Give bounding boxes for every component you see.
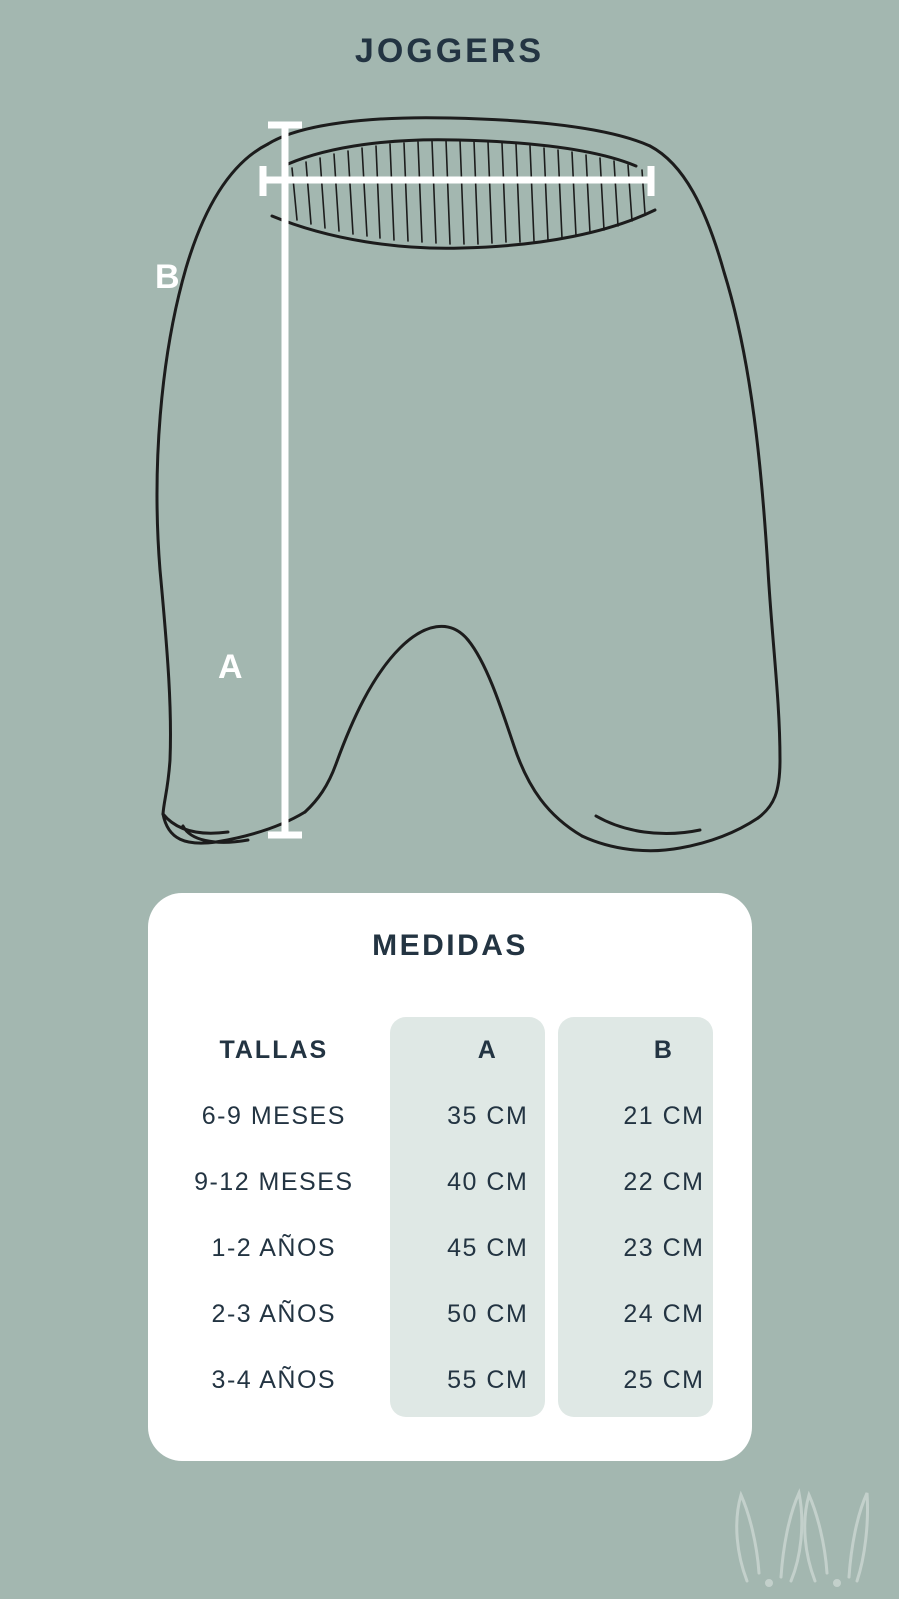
card-title: MEDIDAS: [372, 929, 528, 962]
page-title: JOGGERS: [354, 32, 545, 70]
cell-b: 22 CM: [623, 1167, 705, 1196]
measure-label-b: B: [155, 258, 181, 296]
measure-label-a: A: [218, 648, 244, 686]
cell-size: 9-12 MESES: [194, 1167, 354, 1196]
joggers-outline-icon: [157, 118, 780, 851]
bunny-ears-logo-icon: [719, 1481, 869, 1591]
measurements-card: [148, 893, 752, 1461]
cell-size: 1-2 AÑOS: [211, 1233, 337, 1262]
column-header-sizes: TALLAS: [219, 1035, 329, 1064]
table-row: [148, 1083, 752, 1149]
table-row: [148, 1281, 752, 1347]
cell-size: 3-4 AÑOS: [211, 1365, 337, 1394]
table-row: [148, 1149, 752, 1215]
cell-b: 24 CM: [623, 1299, 705, 1328]
measurements-table: [148, 1017, 752, 1413]
cell-b: 25 CM: [623, 1365, 705, 1394]
cell-b: 21 CM: [623, 1101, 705, 1130]
column-header-a: A: [477, 1035, 498, 1064]
cell-a: 40 CM: [447, 1167, 529, 1196]
cell-a: 35 CM: [447, 1101, 529, 1130]
cell-size: 2-3 AÑOS: [211, 1299, 337, 1328]
table-header-row: [148, 1017, 752, 1083]
cell-b: 23 CM: [623, 1233, 705, 1262]
column-header-b: B: [653, 1035, 674, 1064]
cell-a: 45 CM: [447, 1233, 529, 1262]
joggers-illustration: [0, 100, 899, 890]
table-row: [148, 1347, 752, 1413]
cell-a: 50 CM: [447, 1299, 529, 1328]
measure-line-a: [268, 124, 302, 836]
table-row: [148, 1215, 752, 1281]
cell-size: 6-9 MESES: [201, 1101, 346, 1130]
cell-a: 55 CM: [447, 1365, 529, 1394]
